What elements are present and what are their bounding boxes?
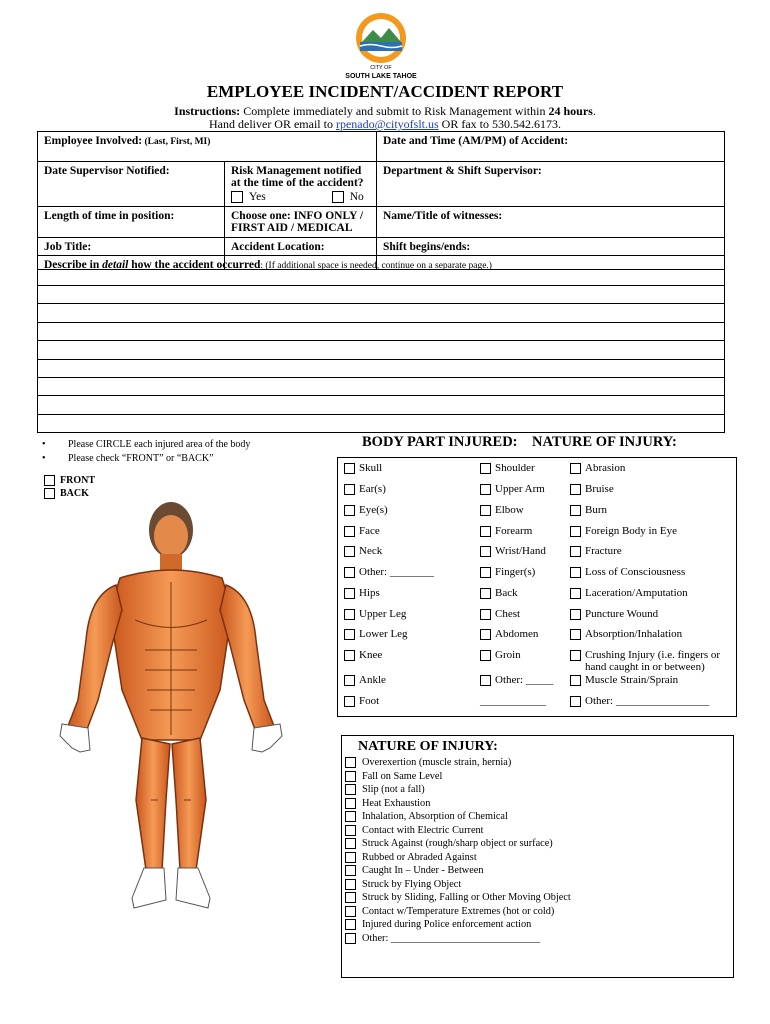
logo-text-city: CITY OF <box>370 65 392 71</box>
risk-management-label: Risk Management notified at the time of the accident? <box>231 165 364 189</box>
injury-type-label: Muscle Strain/Sprain <box>585 674 679 686</box>
nature-label: Overexertion (muscle strain, hernia) <box>362 757 512 768</box>
nature-checkbox[interactable] <box>345 892 356 903</box>
nature-item[interactable] <box>345 783 571 797</box>
injury-type-label: Puncture Wound <box>585 608 659 620</box>
body-part-label: Upper Arm <box>495 483 545 495</box>
accident-location-label: Accident Location: <box>231 241 325 253</box>
injury-type-label: Abrasion <box>585 462 626 474</box>
accident-datetime-label: Date and Time (AM/PM) of Accident: <box>383 135 569 147</box>
body-part-label: Other: _____ <box>495 674 554 686</box>
injury-type-checkbox[interactable] <box>570 463 581 474</box>
accident-description-box[interactable] <box>37 255 725 433</box>
nature-label: Rubbed or Abraded Against <box>362 851 477 863</box>
job-title-label: Job Title: <box>44 241 92 253</box>
body-part-checkbox[interactable] <box>480 505 491 516</box>
instructions-deliver: Hand deliver OR email to <box>209 117 336 131</box>
body-part-label: Shoulder <box>495 462 535 474</box>
body-part-checkbox[interactable] <box>344 696 355 707</box>
body-part-label: Back <box>495 587 518 599</box>
body-part-label: Other: ________ <box>359 566 434 578</box>
risk-management-field <box>225 162 377 207</box>
body-part-checkbox[interactable] <box>480 546 491 557</box>
description-line[interactable] <box>38 304 724 322</box>
body-part-checkbox[interactable] <box>344 629 355 640</box>
body-part-item[interactable] <box>344 674 386 686</box>
body-part-item[interactable] <box>480 628 538 640</box>
injury-type-label: Fracture <box>585 545 622 557</box>
nature-checkbox[interactable] <box>345 906 356 917</box>
describe-note: : (If additional space is needed, continue on a separate page.) <box>260 261 492 271</box>
body-part-checkbox[interactable] <box>480 567 491 578</box>
body-part-checkbox[interactable] <box>344 505 355 516</box>
body-part-checkbox[interactable] <box>480 484 491 495</box>
instructions-hours: 24 hours <box>548 104 593 118</box>
body-part-label: Hips <box>359 587 380 599</box>
yes-label: Yes <box>249 191 266 203</box>
nature-item[interactable] <box>345 810 571 824</box>
instructions-line-1 <box>0 104 770 118</box>
body-part-item[interactable] <box>344 483 386 495</box>
instructions-line-2 <box>0 117 770 131</box>
description-line[interactable] <box>38 360 724 378</box>
nature-of-injury-list <box>345 756 571 945</box>
choose-one-field[interactable] <box>225 207 377 238</box>
date-supervisor-field[interactable] <box>38 162 225 207</box>
nature-checkbox[interactable] <box>345 919 356 930</box>
nature-label: Contact with Electric Current <box>362 824 484 836</box>
instructions-period: . <box>592 104 596 118</box>
body-part-label: ____________ <box>480 695 546 707</box>
body-part-item[interactable] <box>480 525 532 537</box>
no-checkbox[interactable] <box>332 191 344 203</box>
injury-type-checkbox[interactable] <box>570 526 581 537</box>
injury-type-item[interactable] <box>570 628 682 640</box>
nature-label: Fall on Same Level <box>362 770 443 782</box>
description-line[interactable] <box>38 341 724 359</box>
body-part-label: Upper Leg <box>359 608 407 620</box>
body-part-checkbox[interactable] <box>480 588 491 599</box>
injury-type-checkbox[interactable] <box>570 505 581 516</box>
body-part-label: Skull <box>359 462 383 474</box>
injury-type-checkbox[interactable] <box>570 546 581 557</box>
description-line[interactable] <box>38 378 724 396</box>
body-part-checkbox[interactable] <box>344 526 355 537</box>
nature-of-injury-header: NATURE OF INJURY: <box>358 739 498 754</box>
body-part-checkbox[interactable] <box>480 629 491 640</box>
body-part-item[interactable] <box>344 649 382 661</box>
nature-checkbox[interactable] <box>345 825 356 836</box>
body-part-label: Knee <box>359 649 383 661</box>
injury-type-checkbox[interactable] <box>570 484 581 495</box>
description-line[interactable] <box>38 286 724 304</box>
body-part-item[interactable] <box>344 545 382 557</box>
body-part-item[interactable] <box>344 566 434 578</box>
back-checkbox[interactable] <box>44 488 55 499</box>
description-line[interactable] <box>38 415 724 433</box>
injury-type-checkbox[interactable] <box>570 629 581 640</box>
injury-type-label: Burn <box>585 504 607 516</box>
nature-item[interactable] <box>345 905 571 919</box>
body-part-item[interactable] <box>344 462 382 474</box>
body-part-checkbox[interactable] <box>480 463 491 474</box>
body-part-checkbox[interactable] <box>480 609 491 620</box>
body-part-label: Chest <box>495 608 521 620</box>
body-part-label: Lower Leg <box>359 628 408 640</box>
nature-label: Heat Exhaustion <box>362 797 431 809</box>
bullet-circle: • Please CIRCLE each injured area of the body <box>40 438 250 452</box>
nature-item[interactable] <box>345 851 571 865</box>
body-part-item[interactable] <box>480 608 520 620</box>
body-part-label: Foot <box>359 695 380 707</box>
body-part-label: Face <box>359 525 380 537</box>
instructions-fax: OR fax to 530.542.6173. <box>438 117 561 131</box>
injury-type-item[interactable] <box>570 566 685 578</box>
injury-type-checkbox[interactable] <box>570 675 581 686</box>
nature-item[interactable] <box>345 864 571 878</box>
city-logo <box>335 8 427 82</box>
description-line[interactable] <box>38 323 724 341</box>
injury-type-item[interactable] <box>570 462 625 474</box>
injury-type-checkbox[interactable] <box>570 567 581 578</box>
body-part-checkbox[interactable] <box>344 675 355 686</box>
body-part-checkbox[interactable] <box>344 609 355 620</box>
instructions-label: Instructions: <box>174 104 241 118</box>
nature-checkbox[interactable] <box>345 852 356 863</box>
injury-type-label: Other: _________________ <box>585 695 710 707</box>
logo-text-slt: SOUTH LAKE TAHOE <box>345 73 417 80</box>
nature-checkbox[interactable] <box>345 771 356 782</box>
shift-label: Shift begins/ends: <box>383 241 471 253</box>
body-part-label: Wrist/Hand <box>495 545 546 557</box>
body-part-header: BODY PART INJURED: NATURE OF INJURY: <box>362 434 677 450</box>
front-back-options <box>44 474 95 500</box>
nature-label: Slip (not a fall) <box>362 784 425 795</box>
nature-checkbox[interactable] <box>345 933 356 944</box>
nature-checkbox[interactable] <box>345 784 356 795</box>
nature-label: Caught In – Under - Between <box>362 865 484 876</box>
body-part-checkbox[interactable] <box>344 588 355 599</box>
injury-type-checkbox[interactable] <box>570 650 581 661</box>
injury-type-label: Foreign Body in Eye <box>585 525 677 537</box>
witnesses-field[interactable] <box>377 207 725 238</box>
email-link[interactable]: rpenado@cityofslt.us <box>335 117 439 131</box>
front-checkbox[interactable] <box>44 475 55 486</box>
body-part-item[interactable] <box>480 695 546 707</box>
injury-type-item[interactable] <box>570 483 614 495</box>
nature-checkbox[interactable] <box>345 879 356 890</box>
body-part-checkbox[interactable] <box>344 463 355 474</box>
length-time-field[interactable] <box>38 207 225 238</box>
dept-supervisor-field[interactable] <box>377 162 725 207</box>
body-part-item[interactable] <box>344 525 380 537</box>
body-part-checkbox[interactable] <box>480 675 491 686</box>
body-part-item[interactable] <box>480 566 535 578</box>
nature-checkbox[interactable] <box>345 838 356 849</box>
body-part-label: Eye(s) <box>359 504 388 516</box>
nature-label: Struck by Sliding, Falling or Other Moving Object <box>362 892 571 903</box>
injury-type-checkbox[interactable] <box>570 588 581 599</box>
employee-involved-label: Employee Involved: <box>44 135 143 147</box>
injury-type-item[interactable] <box>570 545 622 557</box>
nature-item[interactable] <box>345 932 571 946</box>
body-part-item[interactable] <box>344 628 408 640</box>
body-part-item[interactable] <box>480 587 518 599</box>
injury-type-checkbox[interactable] <box>570 609 581 620</box>
body-part-label: Elbow <box>495 504 524 516</box>
body-part-checkbox[interactable] <box>344 484 355 495</box>
body-part-item[interactable] <box>480 674 553 686</box>
nature-checkbox[interactable] <box>345 865 356 876</box>
body-part-label: Forearm <box>495 525 533 537</box>
nature-checkbox[interactable] <box>345 798 356 809</box>
nature-item[interactable] <box>345 824 571 838</box>
bullet-check: • Please check “FRONT” or “BACK” <box>40 452 250 466</box>
choose-one-label: Choose one: INFO ONLY / FIRST AID / MEDICAL <box>231 210 364 234</box>
length-time-label: Length of time in position: <box>44 210 175 222</box>
describe-detail: detail <box>102 259 129 271</box>
describe-header <box>38 256 724 286</box>
injury-type-label: Crushing Injury (i.e. fingers or hand caught in or between) <box>585 649 721 673</box>
injury-type-label: Absorption/Inhalation <box>585 628 683 640</box>
body-part-label: Ankle <box>359 674 386 686</box>
nature-label: Struck Against (rough/sharp object or surface) <box>362 838 553 849</box>
employee-info-table <box>37 131 725 270</box>
body-part-item[interactable] <box>344 695 379 707</box>
injury-type-item[interactable] <box>570 608 658 620</box>
back-label: BACK <box>60 488 89 499</box>
no-label: No <box>349 191 364 203</box>
body-part-label: Ear(s) <box>359 483 386 495</box>
injury-type-label: Bruise <box>585 483 614 495</box>
nature-label: Injured during Police enforcement action <box>362 919 532 930</box>
injury-type-item[interactable] <box>570 695 709 707</box>
body-part-label: Neck <box>359 545 383 557</box>
nature-label: Contact w/Temperature Extremes (hot or cold) <box>362 905 555 917</box>
nature-label: Other: _____________________________ <box>362 932 541 944</box>
body-part-injury-box <box>337 457 737 717</box>
nature-item[interactable] <box>345 878 571 892</box>
witnesses-label: Name/Title of witnesses: <box>383 210 503 222</box>
injury-type-label: Loss of Consciousness <box>585 566 686 578</box>
injury-type-item[interactable] <box>570 504 607 516</box>
nature-item[interactable] <box>345 770 571 784</box>
describe-post: how the accident occurred <box>128 259 261 271</box>
body-instructions <box>40 438 250 466</box>
body-part-item[interactable] <box>344 504 388 516</box>
body-part-checkbox[interactable] <box>480 650 491 661</box>
description-line[interactable] <box>38 396 724 414</box>
body-part-checkbox[interactable] <box>344 650 355 661</box>
nature-checkbox[interactable] <box>345 757 356 768</box>
body-part-item[interactable] <box>480 483 545 495</box>
nature-label: Inhalation, Absorption of Chemical <box>362 811 508 822</box>
yes-checkbox[interactable] <box>231 191 243 203</box>
front-label: FRONT <box>60 475 95 486</box>
employee-involved-note: (Last, First, MI) <box>142 137 211 147</box>
injury-type-checkbox[interactable] <box>570 696 581 707</box>
body-part-label: Abdomen <box>495 628 539 640</box>
employee-involved-field[interactable] <box>38 132 377 162</box>
injury-type-item[interactable] <box>570 674 678 686</box>
injury-type-item[interactable] <box>570 649 735 673</box>
nature-item[interactable] <box>345 891 571 905</box>
body-part-item[interactable] <box>480 545 546 557</box>
date-supervisor-label: Date Supervisor Notified: <box>44 165 170 177</box>
accident-datetime-field[interactable] <box>377 132 725 162</box>
body-part-label: Finger(s) <box>495 566 536 578</box>
nature-item[interactable] <box>345 918 571 932</box>
nature-item[interactable] <box>345 797 571 811</box>
nature-item[interactable] <box>345 837 571 851</box>
describe-pre: Describe in <box>44 259 103 271</box>
body-part-checkbox[interactable] <box>344 546 355 557</box>
instructions-text: Complete immediately and submit to Risk Management within <box>240 104 549 118</box>
body-part-checkbox[interactable] <box>344 567 355 578</box>
body-diagram-image[interactable] <box>50 500 292 918</box>
body-part-item[interactable] <box>344 608 406 620</box>
nature-label: Struck by Flying Object <box>362 878 462 890</box>
body-part-item[interactable] <box>344 587 380 599</box>
body-part-checkbox[interactable] <box>480 526 491 537</box>
body-part-label: Groin <box>495 649 521 661</box>
body-part-item[interactable] <box>480 462 535 474</box>
body-part-item[interactable] <box>480 504 524 516</box>
injury-type-item[interactable] <box>570 587 688 599</box>
nature-checkbox[interactable] <box>345 811 356 822</box>
dept-supervisor-label: Department & Shift Supervisor: <box>383 165 542 177</box>
page-title: EMPLOYEE INCIDENT/ACCIDENT REPORT <box>206 82 564 101</box>
injury-type-label: Laceration/Amputation <box>585 587 688 599</box>
injury-type-item[interactable] <box>570 525 677 537</box>
nature-item[interactable] <box>345 756 571 770</box>
body-part-item[interactable] <box>480 649 521 661</box>
